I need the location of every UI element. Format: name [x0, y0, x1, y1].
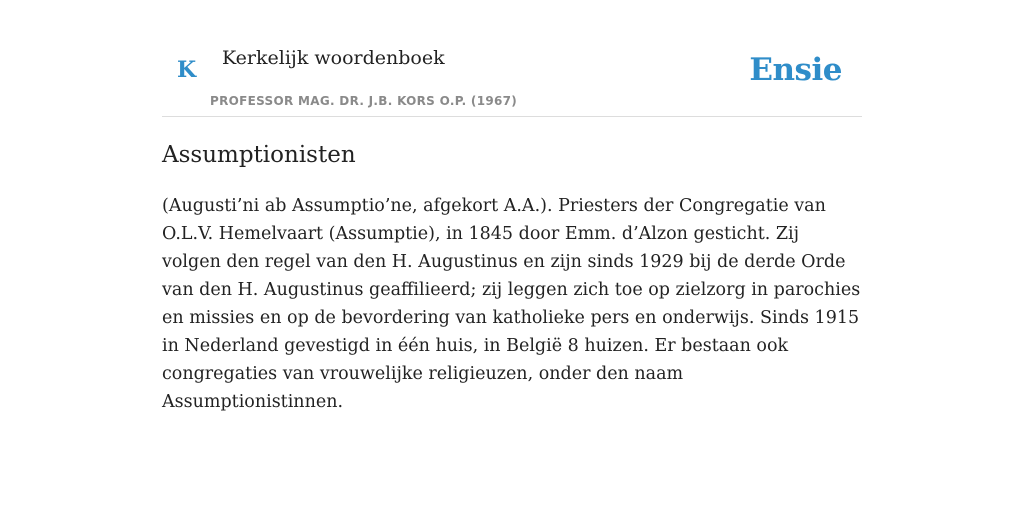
ensie-logo[interactable]: Ensie	[749, 52, 842, 88]
book-author: PROFESSOR MAG. DR. J.B. KORS O.P. (1967)	[210, 94, 518, 108]
entry-title: Assumptionisten	[162, 142, 356, 168]
book-logo[interactable]: K	[177, 57, 197, 83]
entry-body: (Augusti’ni ab Assumptio’ne, afgekort A.A.). Priesters der Congregatie van O.L.V. Hemelvaart (Assumptie), in 1845 door Emm. d’Alzon gesticht. Zij volgen den regel van den H. Augustinus en zijn sinds 1929 bij de derde Orde van den H. Augustinus geaffilieerd; zij leggen zich toe op zielzorg in parochies en missies en op de bevordering van katholieke pers en onderwijs. Sinds 1915 in Nederland gevestigd in één huis, in België 8 huizen. Er bestaan ook congregaties van vrouwelijke religieuzen, onder den naam Assumptionistinnen.	[162, 196, 861, 412]
book-header	[162, 0, 862, 117]
book-title-link[interactable]: Kerkelijk woordenboek	[222, 47, 445, 69]
